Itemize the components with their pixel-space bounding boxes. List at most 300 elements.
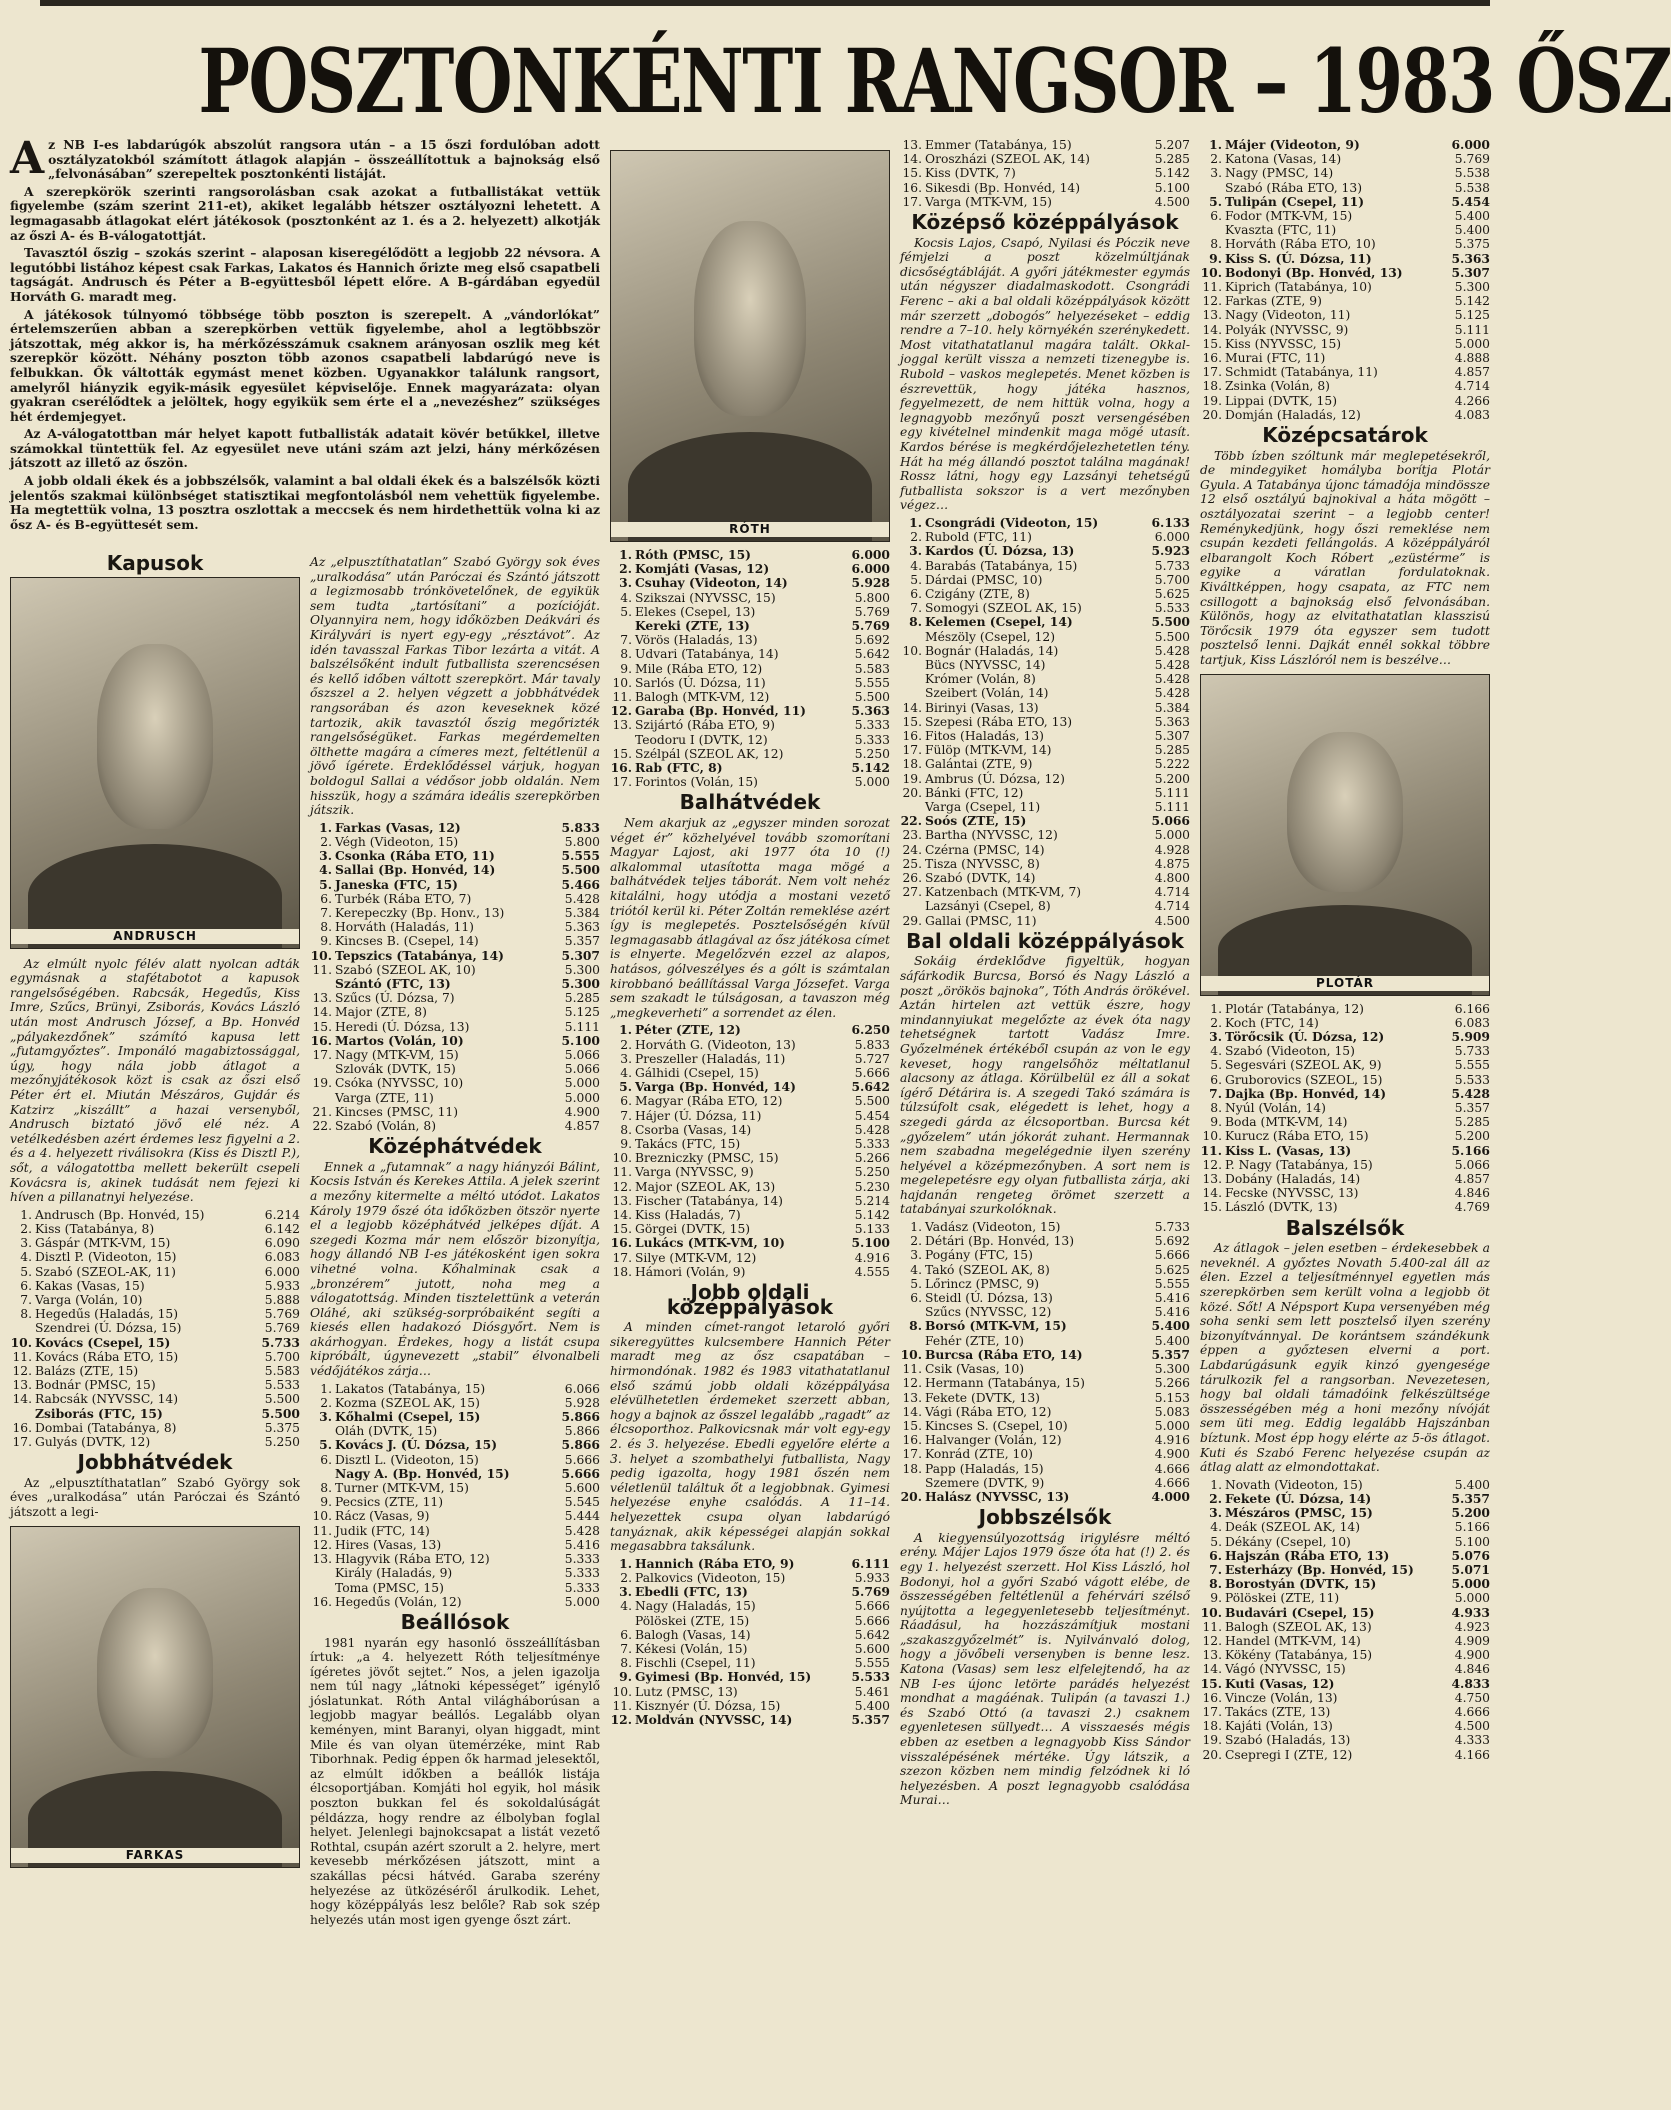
player-name: Sikesdi (Bp. Honvéd, 14) (925, 180, 1081, 195)
table-row (1200, 1691, 1490, 1705)
table-row (900, 828, 1190, 842)
player-name: Hlagyvik (Rába ETO, 12) (335, 1552, 490, 1567)
rank-number: 10. (1200, 264, 1222, 280)
rank-number: 6. (910, 586, 922, 601)
rating-value: 5.600 (564, 1481, 600, 1496)
player-name: Kerepeczky (Bp. Honv., 13) (335, 905, 505, 920)
rank-number: 16. (902, 1433, 922, 1448)
table-row (1200, 266, 1490, 280)
jobboldali-table (610, 1557, 890, 1727)
rank-number: 17. (1202, 365, 1222, 380)
rating-value: 4.750 (1454, 1690, 1490, 1705)
player-name: Szijártó (Rába ETO, 9) (635, 718, 775, 733)
player-name: Barabás (Tatabánya, 15) (925, 558, 1078, 573)
photo-caption-andrusch: ANDRUSCH (11, 929, 299, 944)
table-row (900, 772, 1190, 786)
rank-number: 8. (620, 647, 632, 662)
rank-number: 5. (910, 1276, 922, 1291)
player-name: Farkas (Vasas, 12) (335, 819, 461, 835)
player-name: Májer (Videoton, 9) (1225, 137, 1360, 152)
rating-value: 5.428 (1154, 657, 1190, 672)
table-row (610, 1222, 890, 1236)
rating-value: 4.500 (1454, 1719, 1490, 1734)
player-name: László (DVTK, 13) (1225, 1200, 1338, 1215)
player-name: Szűcs (NYVSSC, 12) (925, 1305, 1052, 1320)
rating-value: 5.285 (1154, 152, 1190, 167)
table-row (10, 1350, 300, 1364)
table-row (900, 1405, 1190, 1419)
player-name: Róth (PMSC, 15) (635, 547, 751, 562)
rank-number: 12. (1202, 1157, 1222, 1172)
rating-value: 5.266 (1154, 1376, 1190, 1391)
player-name: Major (ZTE, 8) (335, 1005, 427, 1020)
rank-number (610, 619, 635, 633)
rating-value: 5.222 (1154, 757, 1190, 772)
player-name: Horváth (Rába ETO, 10) (1225, 237, 1376, 252)
player-name: Vadász (Videoton, 15) (925, 1220, 1061, 1235)
rating-value: 4.666 (1454, 1704, 1490, 1719)
player-name: Koch (FTC, 14) (1225, 1015, 1319, 1030)
rating-value: 5.166 (1454, 1520, 1490, 1535)
table-row (310, 1062, 600, 1076)
rank-number: 5. (20, 1264, 32, 1279)
table-row (10, 1421, 300, 1435)
rating-value: 4.769 (1454, 1200, 1490, 1215)
table-row (1200, 1563, 1490, 1577)
table-row (900, 1248, 1190, 1262)
table-row (1200, 1044, 1490, 1058)
rating-value: 6.000 (1451, 137, 1490, 152)
player-name: Csepregi I (ZTE, 12) (1225, 1747, 1353, 1762)
player-name: Komjáti (Vasas, 12) (635, 561, 770, 577)
rank-number (900, 1305, 925, 1319)
rank-number (310, 1062, 335, 1076)
rank-number: 10. (10, 1334, 32, 1350)
table-row (610, 619, 890, 633)
player-name: Kozma (SZEOL AK, 15) (335, 1395, 480, 1410)
rank-number: 13. (312, 991, 332, 1006)
rating-value: 5.300 (564, 962, 600, 977)
rank-number: 20. (1202, 407, 1222, 422)
table-row (900, 800, 1190, 814)
rating-value: 4.916 (1154, 1433, 1190, 1448)
rating-value: 5.400 (1151, 1318, 1190, 1334)
table-row (610, 1265, 890, 1279)
player-name: Kvaszta (FTC, 11) (1225, 223, 1337, 238)
player-name: Hermann (Tatabánya, 15) (925, 1376, 1085, 1391)
table-row (900, 1305, 1190, 1319)
player-name: Hegedűs (Volán, 12) (335, 1594, 462, 1609)
rank-number: 5. (910, 572, 922, 587)
table-row (900, 1334, 1190, 1348)
rank-number: 15. (1202, 336, 1222, 351)
rank-number: 7. (320, 905, 332, 920)
rank-number: 12. (902, 1376, 922, 1391)
table-row (610, 733, 890, 747)
table-row (900, 138, 1190, 152)
player-name: Zsiborás (FTC, 15) (35, 1405, 163, 1421)
rank-number: 7. (1209, 1085, 1222, 1101)
section-title-jobbhatvedek: Jobbhátvédek (77, 1450, 233, 1475)
player-name: Lazsányi (Csepel, 8) (925, 899, 1051, 914)
player-name: Varga (Csepel, 11) (925, 799, 1041, 814)
player-name: Gulyás (DVTK, 12) (35, 1434, 151, 1449)
player-name: Szabó (Haladás, 13) (1225, 1733, 1351, 1748)
table-row (610, 1109, 890, 1123)
intro-block (10, 133, 600, 558)
player-name: Balogh (SZEOL AK, 13) (1225, 1619, 1372, 1634)
rating-value: 4.714 (1154, 899, 1190, 914)
rank-number: 10. (902, 643, 922, 658)
rank-number (900, 1476, 925, 1490)
section-title-baloldali: Bal oldali középpályások (906, 928, 1184, 953)
rank-number: 3. (909, 543, 922, 559)
player-name: Varga (MTK-VM, 15) (925, 194, 1052, 209)
rank-number: 2. (320, 1395, 332, 1410)
table-row (1200, 1705, 1490, 1719)
rating-value: 4.500 (1154, 194, 1190, 209)
player-name: Polyák (NYVSSC, 9) (1225, 322, 1349, 337)
rank-number: 6. (20, 1278, 32, 1293)
rank-number: 18. (1202, 1719, 1222, 1734)
rating-value: 5.933 (854, 1570, 890, 1585)
table-row (900, 1447, 1190, 1461)
table-row (1200, 166, 1490, 180)
table-row (310, 1467, 600, 1481)
table-row (1200, 1101, 1490, 1115)
rank-number: 17. (902, 194, 922, 209)
rank-number: 4. (1210, 1520, 1222, 1535)
table-row (310, 821, 600, 835)
player-name: Gálhidi (Csepel, 15) (635, 1065, 759, 1080)
rank-number: 11. (312, 1523, 332, 1538)
rating-value: 5.642 (854, 647, 890, 662)
player-name: Fekete (Ú. Dózsa, 14) (1225, 1490, 1372, 1506)
player-name: Tepszics (Tatabánya, 14) (335, 947, 504, 963)
rank-number: 1. (619, 1555, 632, 1571)
player-name: Szabó (SZEOL-AK, 11) (35, 1264, 176, 1279)
rating-value: 5.700 (1154, 572, 1190, 587)
rank-number: 1. (319, 819, 332, 835)
rank-number: 9. (320, 934, 332, 949)
player-name: Csik (Vasas, 10) (925, 1362, 1025, 1377)
table-row (10, 1336, 300, 1350)
rank-number: 1. (1209, 137, 1222, 152)
rating-value: 5.200 (1154, 771, 1190, 786)
rank-number: 13. (312, 1552, 332, 1567)
table-row (610, 1571, 890, 1585)
player-name: Mészöly (Csepel, 12) (925, 629, 1055, 644)
player-name: Kiss (Tatabánya, 8) (35, 1221, 155, 1236)
player-name: Szabó (SZEOL AK, 10) (335, 962, 476, 977)
rating-value: 5.666 (564, 1452, 600, 1467)
table-row (610, 1023, 890, 1037)
rating-value: 5.400 (854, 1698, 890, 1713)
rating-value: 5.133 (854, 1222, 890, 1237)
rating-value: 5.500 (1151, 614, 1190, 630)
rating-value: 5.428 (564, 891, 600, 906)
player-name: Pölöskei (ZTE, 15) (635, 1613, 750, 1628)
rank-number: 14. (902, 1404, 922, 1419)
table-row (1200, 195, 1490, 209)
rating-value: 6.250 (851, 1022, 890, 1038)
table-row (900, 559, 1190, 573)
player-name: Hegedűs (Haladás, 15) (35, 1307, 179, 1322)
table-row (1200, 1478, 1490, 1492)
section-title-kozepcsatarok: Középcsatárok (1262, 423, 1428, 448)
table-row (10, 1307, 300, 1321)
player-name: Turner (MTK-VM, 15) (335, 1481, 469, 1496)
rank-number: 19. (1202, 1733, 1222, 1748)
rank-number: 6. (1210, 1072, 1222, 1087)
rating-value: 6.111 (851, 1555, 890, 1571)
rating-value: 5.909 (1451, 1028, 1490, 1044)
rating-value: 5.733 (1454, 1044, 1490, 1059)
player-name: Vörös (Haladás, 13) (635, 633, 758, 648)
player-name: Kovács J. (Ú. Dózsa, 15) (335, 1437, 498, 1453)
rank-number (900, 672, 925, 686)
rating-value: 5.428 (1154, 672, 1190, 687)
rating-value: 4.916 (854, 1250, 890, 1265)
rating-value: 5.625 (1154, 586, 1190, 601)
intro-paragraph-6: A jobb oldali ékek és a jobbszélsők, valamint a bal oldali ékek és a balszélsők közti jelentős szakmai különbséget statisztikai megfontolásból nem vehettük figyelembe. Ha megtettük volna, 13 posztra oszlottak a meccsek és nem hirdethettük volna ki az ősz A- és B-együttesét sem. (10, 473, 600, 532)
drop-cap: A (10, 133, 45, 184)
player-name: Szabó (Videoton, 15) (1225, 1044, 1355, 1059)
rank-number: 16. (1202, 1690, 1222, 1705)
rank-number: 16. (310, 1032, 332, 1048)
player-name: Mile (Rába ETO, 12) (635, 661, 763, 676)
rating-value: 5.727 (854, 1051, 890, 1066)
table-row (1200, 1677, 1490, 1691)
player-name: Szűcs (Ú. Dózsa, 7) (335, 991, 455, 1006)
rank-number: 3. (1209, 1505, 1222, 1521)
player-name: Burcsa (Rába ETO, 14) (925, 1346, 1083, 1362)
table-row (10, 1378, 300, 1392)
rating-value: 5.307 (561, 947, 600, 963)
rank-number: 14. (902, 152, 922, 167)
rank-number: 5. (620, 604, 632, 619)
rank-number: 7. (620, 1641, 632, 1656)
table-row (900, 701, 1190, 715)
player-name: Kiss S. (Ú. Dózsa, 11) (1225, 250, 1372, 266)
player-name: Papp (Haladás, 15) (925, 1461, 1044, 1476)
player-name: Somogyi (SZEOL AK, 15) (925, 601, 1082, 616)
player-name: Palkovics (Videoton, 15) (635, 1570, 786, 1585)
player-name: Nagy (Haladás, 15) (635, 1599, 756, 1614)
rank-number: 16. (12, 1420, 32, 1435)
photo-plotar (1200, 674, 1490, 996)
rating-value: 5.066 (564, 1062, 600, 1077)
table-row (310, 963, 600, 977)
rating-value: 5.000 (1154, 828, 1190, 843)
rating-value: 4.923 (1454, 1619, 1490, 1634)
jobbhatvedek-text-start: Az „elpusztíthatatlan” Szabó György sok éves „uralkodása” után Paróczai és Szántó játszott a legi- (10, 1475, 300, 1519)
rank-number: 6. (1210, 209, 1222, 224)
table-row (610, 1670, 890, 1684)
rating-value: 5.692 (854, 633, 890, 648)
table-row (900, 1319, 1190, 1333)
rating-value: 5.666 (854, 1599, 890, 1614)
table-row (900, 1291, 1190, 1305)
jobbhatvedek-table (310, 821, 600, 1133)
rating-value: 5.066 (1454, 1157, 1490, 1172)
player-name: Preszeller (Haladás, 11) (635, 1051, 786, 1066)
rating-value: 5.500 (261, 1405, 300, 1421)
player-name: Birinyi (Vasas, 13) (925, 700, 1039, 715)
rank-number: 16. (902, 728, 922, 743)
table-row (900, 1490, 1190, 1504)
player-name: Kuti (Vasas, 12) (1225, 1675, 1335, 1691)
player-name: Sarlós (Ú. Dózsa, 11) (635, 675, 766, 690)
rating-value: 5.733 (1154, 558, 1190, 573)
table-row (900, 630, 1190, 644)
player-name: Rácz (Vasas, 9) (335, 1509, 430, 1524)
table-row (310, 1524, 600, 1538)
rating-value: 4.846 (1454, 1662, 1490, 1677)
player-name: Kiprich (Tatabánya, 10) (1225, 280, 1372, 295)
table-row (1200, 1719, 1490, 1733)
rank-number: 10. (612, 1684, 632, 1699)
player-name: Fülöp (MTK-VM, 14) (925, 743, 1052, 758)
player-name: Fitos (Haladás, 13) (925, 728, 1044, 743)
rating-value: 5.416 (1154, 1291, 1190, 1306)
rank-number: 11. (1202, 280, 1222, 295)
balszelsok-table (1200, 1478, 1490, 1762)
player-name: Dobány (Haladás, 14) (1225, 1172, 1361, 1186)
table-row (900, 1362, 1190, 1376)
player-name: Végh (Videoton, 15) (335, 834, 459, 849)
rating-value: 5.000 (564, 1594, 600, 1609)
table-row (900, 587, 1190, 601)
rank-number: 2. (910, 1234, 922, 1249)
player-name: Plotár (Tatabánya, 12) (1225, 1001, 1364, 1016)
table-row (900, 1462, 1190, 1476)
rank-number: 9. (620, 1136, 632, 1151)
table-row (610, 1165, 890, 1179)
table-row (1200, 1144, 1490, 1158)
rating-value: 5.454 (854, 1108, 890, 1123)
player-name: Lakatos (Tatabánya, 15) (335, 1381, 486, 1396)
rank-number: 3. (20, 1236, 32, 1251)
rating-value: 4.909 (1454, 1633, 1490, 1648)
player-name: Boda (MTK-VM, 14) (1225, 1115, 1348, 1130)
table-row (1200, 1535, 1490, 1549)
rank-number: 10. (1200, 1604, 1222, 1620)
player-name: Ambrus (Ú. Dózsa, 12) (925, 771, 1065, 786)
table-row (610, 1685, 890, 1699)
table-row (900, 1220, 1190, 1234)
photo-farkas (10, 1526, 300, 1868)
player-name: Schmidt (Tatabánya, 11) (1225, 365, 1378, 380)
table-row (1200, 223, 1490, 237)
table-row (10, 1236, 300, 1250)
player-name: Csuhay (Videoton, 14) (635, 575, 788, 591)
table-row (610, 1066, 890, 1080)
rank-number: 11. (612, 1165, 632, 1180)
rating-value: 5.333 (854, 1136, 890, 1151)
player-name: Gáspár (MTK-VM, 15) (35, 1236, 171, 1251)
table-row (900, 1234, 1190, 1248)
rating-value: 4.888 (1454, 351, 1490, 366)
rating-value: 5.000 (1454, 336, 1490, 351)
rank-number: 19. (312, 1076, 332, 1091)
rank-number: 29. (902, 913, 922, 928)
rank-number: 1. (1210, 1001, 1222, 1016)
photo-caption-roth: RÓTH (611, 522, 889, 537)
table-row (900, 195, 1190, 209)
rating-value: 5.500 (854, 690, 890, 705)
rank-number: 9. (620, 661, 632, 676)
rating-value: 5.357 (851, 1711, 890, 1727)
rating-value: 5.214 (854, 1193, 890, 1208)
rank-number: 3. (1210, 166, 1222, 181)
rank-number: 2. (620, 1570, 632, 1585)
table-row (10, 1364, 300, 1378)
rank-number: 2. (1209, 1490, 1222, 1506)
player-name: Csóka (NYVSSC, 10) (335, 1076, 464, 1091)
rating-value: 5.428 (1154, 643, 1190, 658)
rating-value: 5.428 (1451, 1085, 1490, 1101)
rank-number: 4. (319, 862, 332, 878)
table-row (310, 1396, 600, 1410)
player-name: Pogány (FTC, 15) (925, 1248, 1033, 1263)
player-name: Katona (Vasas, 14) (1225, 152, 1342, 167)
player-name: Pölöskei (ZTE, 11) (1225, 1591, 1340, 1606)
rank-number: 8. (320, 1481, 332, 1496)
rank-number: 1. (320, 1381, 332, 1396)
rank-number: 15. (312, 1019, 332, 1034)
rating-value: 4.714 (1154, 885, 1190, 900)
table-row (310, 1566, 600, 1580)
rank-number: 2. (910, 530, 922, 545)
rank-number (900, 800, 925, 814)
section-title-balszelsok: Balszélsők (1285, 1215, 1405, 1240)
rating-value: 5.207 (1154, 138, 1190, 152)
table-row (310, 878, 600, 892)
rating-value: 4.800 (1154, 870, 1190, 885)
table-row (10, 1392, 300, 1406)
rank-number: 11. (312, 962, 332, 977)
headline: POSZTONKÉNTI RANGSOR – 1983 ŐSZ (198, 29, 1671, 133)
player-name: Varga (NYVSSC, 9) (635, 1165, 754, 1180)
rank-number: 5. (1210, 1058, 1222, 1073)
rating-value: 5.111 (1154, 799, 1190, 814)
rating-value: 5.444 (564, 1509, 600, 1524)
rating-value: 5.666 (1154, 1248, 1190, 1263)
player-name: Segesvári (SZEOL AK, 9) (1225, 1058, 1382, 1073)
rating-value: 5.733 (261, 1334, 300, 1350)
table-row (900, 181, 1190, 195)
table-row (610, 1208, 890, 1222)
rank-number: 16. (902, 180, 922, 195)
rating-value: 4.900 (1154, 1447, 1190, 1462)
rank-number: 9. (1210, 1591, 1222, 1606)
rating-value: 5.250 (854, 1165, 890, 1180)
table-row (1200, 337, 1490, 351)
table-row (310, 1020, 600, 1034)
rank-number (310, 1424, 335, 1438)
rating-value: 5.555 (854, 1656, 890, 1671)
rank-number: 15. (902, 166, 922, 181)
rank-number: 3. (910, 1248, 922, 1263)
player-name: Kurucz (Rába ETO, 15) (1225, 1129, 1369, 1144)
table-row (900, 1277, 1190, 1291)
table-row (610, 1236, 890, 1250)
rank-number: 10. (1202, 1129, 1222, 1144)
table-row (1200, 1733, 1490, 1747)
table-row (310, 1034, 600, 1048)
player-name: Szabó (DVTK, 14) (925, 870, 1036, 885)
